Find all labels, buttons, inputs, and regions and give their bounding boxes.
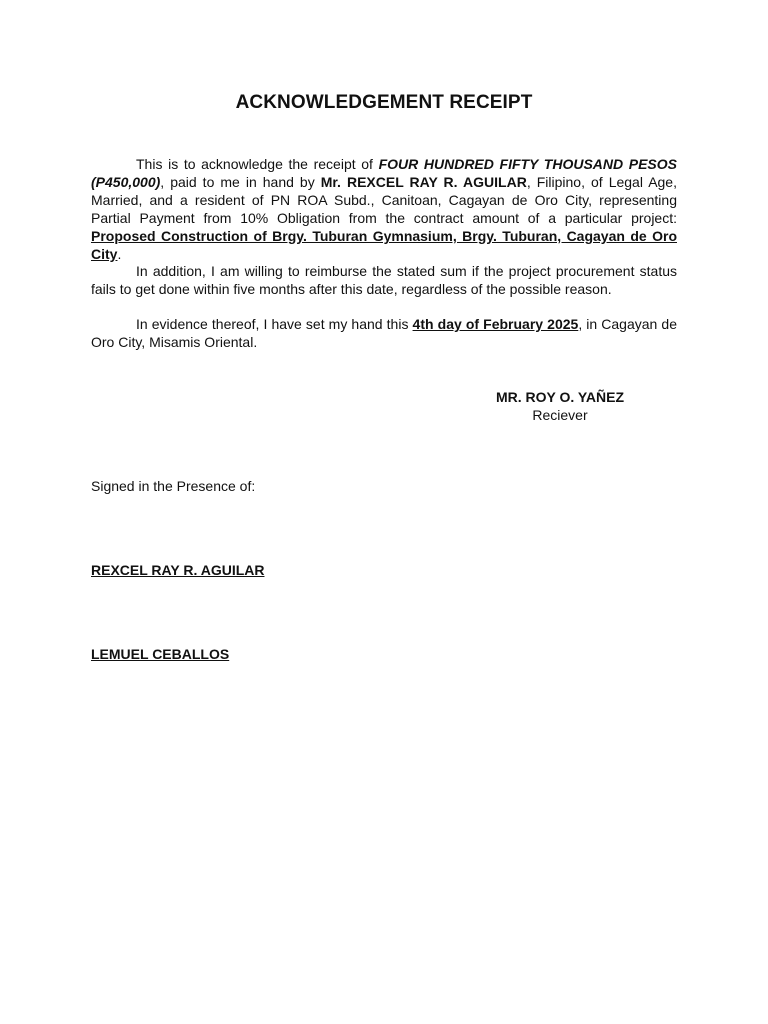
evidence-text-1: In evidence thereof, I have set my hand this bbox=[136, 316, 413, 332]
signatory-name: MR. ROY O. YAÑEZ bbox=[495, 389, 625, 405]
document-title: ACKNOWLEDGEMENT RECEIPT bbox=[235, 92, 533, 113]
witness-name-1: REXCEL RAY R. AGUILAR bbox=[91, 562, 265, 578]
evidence-text-2: , in Cagayan de Oro City, Misamis Oriental. bbox=[91, 316, 677, 350]
witness-name-2: LEMUEL CEBALLOS bbox=[91, 646, 230, 662]
presence-label: Signed in the Presence of: bbox=[91, 478, 256, 494]
payer-name: Mr. REXCEL RAY R. AGUILAR bbox=[320, 174, 527, 190]
signing-date: 4th day of February 2025 bbox=[412, 316, 579, 332]
paragraph-evidence bbox=[91, 315, 677, 351]
receipt-text-4: . bbox=[117, 246, 122, 262]
amount-in-words: FOUR HUNDRED FIFTY THOUSAND PESOS (P450,000) bbox=[91, 156, 677, 190]
signature-block bbox=[470, 388, 650, 424]
receipt-text-2: , paid to me in hand by bbox=[160, 174, 321, 190]
paragraph-receipt bbox=[91, 155, 677, 263]
signatory-role: Reciever bbox=[532, 407, 588, 423]
receipt-text-3: , Filipino, of Legal Age, Married, and a resident of PN ROA Subd., Canitoan, Cagayan de Oro City, representing Partial Payment from 10% Obligation from the contract amount of a particular project: bbox=[91, 174, 677, 226]
paragraph-reimburse bbox=[91, 262, 677, 298]
receipt-text-1: This is to acknowledge the receipt of bbox=[136, 156, 379, 172]
reimburse-text: In addition, I am willing to reimburse the stated sum if the project procurement status fails to get done within five months after this date, regardless of the possible reason. bbox=[91, 263, 677, 297]
project-name: Proposed Construction of Brgy. Tuburan Gymnasium, Brgy. Tuburan, Cagayan de Oro City bbox=[91, 228, 677, 262]
